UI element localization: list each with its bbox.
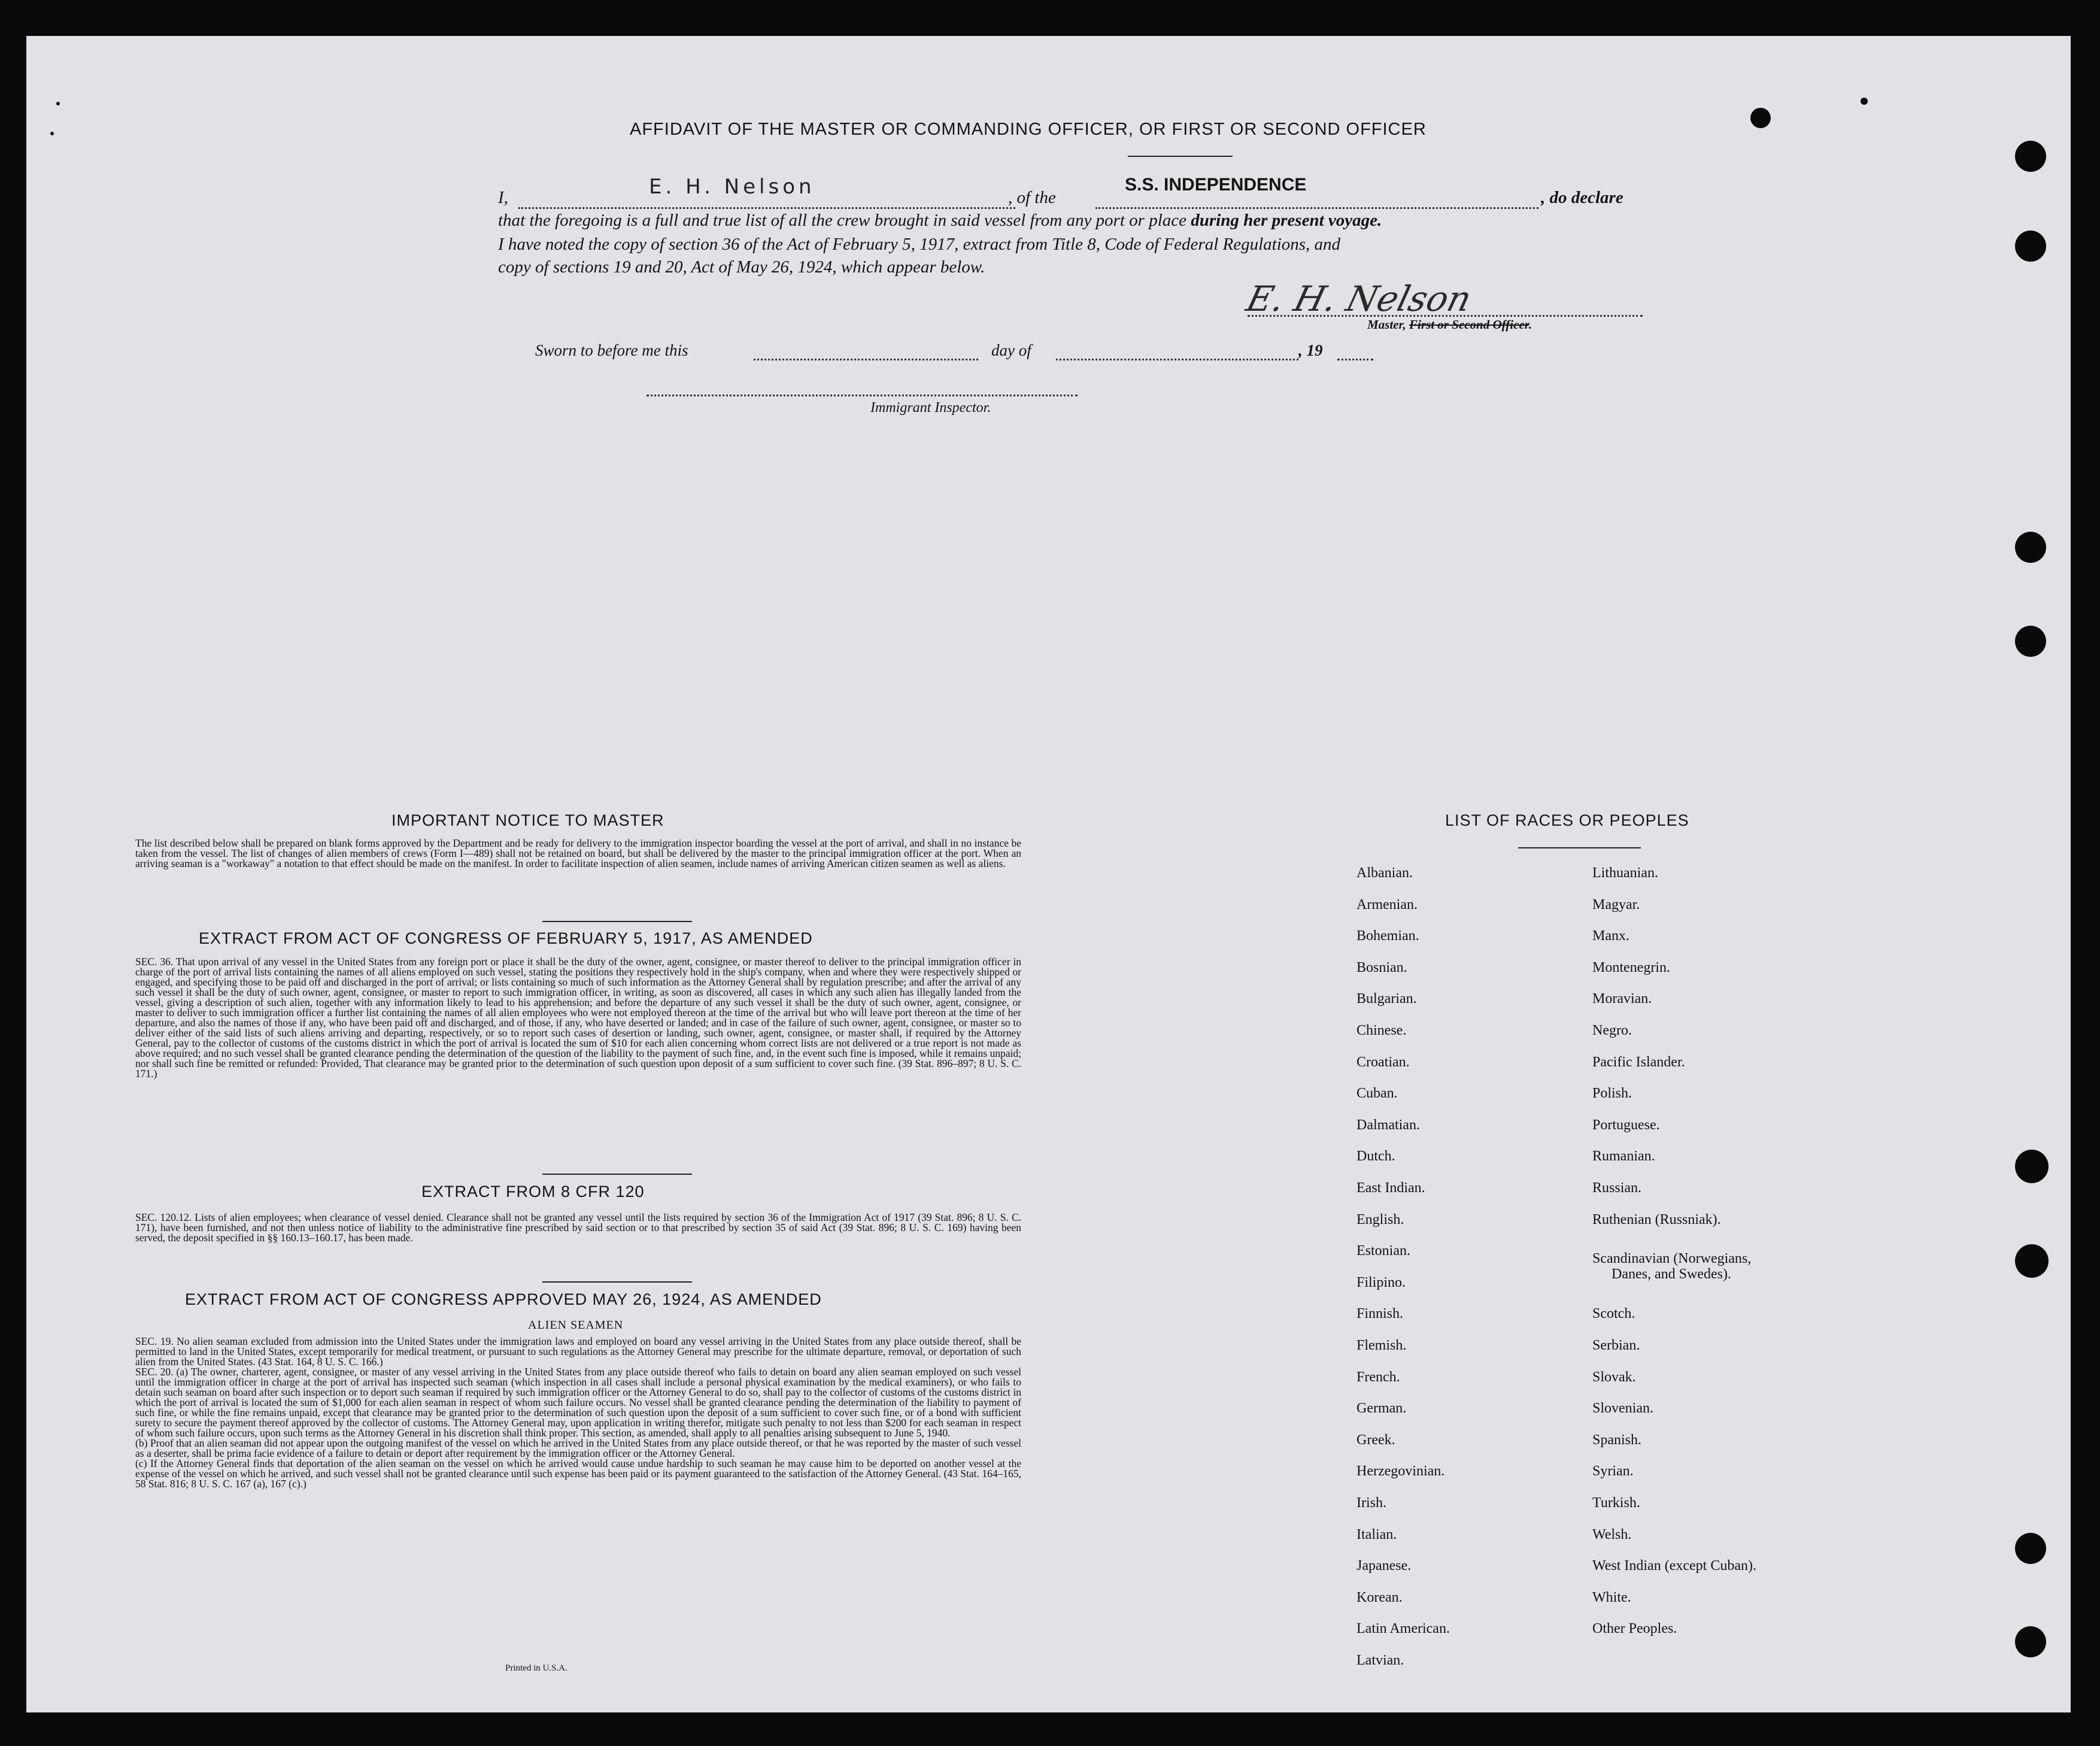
sworn-day-line xyxy=(754,358,978,360)
punch-hole xyxy=(2015,1533,2046,1564)
race-item-continued: Danes, and Swedes). xyxy=(1612,1266,1731,1283)
race-item: Finnish. xyxy=(1356,1306,1404,1322)
document-page xyxy=(26,36,2071,1712)
race-item: Filipino. xyxy=(1356,1274,1406,1290)
race-item: Moravian. xyxy=(1592,991,1652,1007)
of-the-label: , of the xyxy=(1008,188,1056,207)
cfr-body: SEC. 120.12. Lists of alien employees; when clearance of vessel denied. Clearance shall not be granted any vessel until the lists required by section 36 of the Immigration Act of 1917 (39 Stat. 896; 8 U. S. C. 171), have been furnished, and not then unless notice of liability to the administrative fine prescribed by said section or to that prescribed by section 35 of said Act (39 Stat. 896; 8 U. S. C. 169) having been served, the deposit specified in §§ 160.13–160.17, has been made. xyxy=(135,1211,1021,1244)
race-item: Other Peoples. xyxy=(1592,1621,1677,1637)
declaration-line-1b: during her present voyage. xyxy=(1191,211,1382,230)
race-item: Latvian. xyxy=(1356,1653,1404,1668)
day-of-label: day of xyxy=(991,341,1031,359)
race-item: Manx. xyxy=(1592,928,1629,944)
extract1924-title: EXTRACT FROM ACT OF CONGRESS APPROVED MAY 26, 1924, AS AMENDED xyxy=(185,1290,822,1308)
i-label: I, xyxy=(498,188,508,207)
punch-hole xyxy=(2015,231,2046,262)
race-item: Croatian. xyxy=(1356,1054,1410,1070)
race-item: Latin American. xyxy=(1356,1621,1450,1637)
race-item: Spanish. xyxy=(1592,1432,1642,1448)
master-name-handwritten: E. H. Nelson xyxy=(649,175,815,199)
year-line xyxy=(1337,358,1373,360)
master-signature: E. H. Nelson xyxy=(1242,278,1476,319)
race-item: Herzegovinian. xyxy=(1356,1463,1445,1480)
race-item: White. xyxy=(1592,1589,1631,1605)
extract1917-title: EXTRACT FROM ACT OF CONGRESS OF FEBRUARY 5, 1917, AS AMENDED xyxy=(199,929,813,947)
speck xyxy=(56,102,60,105)
race-item: Chinese. xyxy=(1356,1023,1407,1038)
notice-title: IMPORTANT NOTICE TO MASTER xyxy=(392,811,664,829)
punch-hole xyxy=(2015,1626,2046,1657)
declaration-line-3: copy of sections 19 and 20, Act of May 26, 1924, which appear below. xyxy=(498,257,985,277)
punch-hole-small xyxy=(1750,108,1771,128)
divider-3 xyxy=(542,1281,692,1283)
notice-body: The list described below shall be prepared on blank forms approved by the Department and be ready for delivery to the immigration inspector boarding the vessel at the port of arrival, and shall in no instance be taken from the vessel. The list of changes of alien members of crews (Form I—489) shall not be retained on board, but shall be delivered by the master to the principal immigration officer at the port. When an arriving seaman is a "workaway" a notation to that effect should be made on the manifest. In order to facilitate inspection of alien seamen, include names of arriving American citizen seamen as well as aliens. xyxy=(135,837,1021,869)
race-item: Scotch. xyxy=(1592,1306,1635,1322)
race-item: Albanian. xyxy=(1356,865,1413,881)
race-item: Negro. xyxy=(1592,1023,1632,1038)
race-item: Syrian. xyxy=(1592,1463,1634,1480)
race-item: Dutch. xyxy=(1356,1148,1395,1165)
printed-label: Printed in U.S.A. xyxy=(505,1663,568,1673)
vessel-line xyxy=(1095,207,1538,209)
sworn-label: Sworn to before me this xyxy=(535,341,688,359)
race-item: Ruthenian (Russniak). xyxy=(1592,1211,1721,1227)
inspector-label: Immigrant Inspector. xyxy=(870,400,991,416)
race-item: English. xyxy=(1356,1211,1404,1227)
race-item: Korean. xyxy=(1356,1589,1403,1605)
vessel-name: S.S. INDEPENDENCE xyxy=(1125,175,1307,195)
speck xyxy=(50,132,54,135)
cfr-title: EXTRACT FROM 8 CFR 120 xyxy=(421,1183,645,1201)
race-item: Japanese. xyxy=(1356,1558,1412,1574)
race-item: Pacific Islander. xyxy=(1592,1054,1685,1070)
do-declare-label: , do declare xyxy=(1541,188,1623,207)
extract1924-subtitle: ALIEN SEAMEN xyxy=(528,1318,624,1332)
signature-title: Master, First or Second Officer. xyxy=(1367,317,1532,332)
year-label: , 19 xyxy=(1298,341,1323,359)
name-line xyxy=(518,207,1015,209)
race-item: Slovak. xyxy=(1592,1369,1636,1385)
punch-hole xyxy=(2015,1244,2049,1278)
races-rule xyxy=(1518,847,1641,848)
declaration-line-2: I have noted the copy of section 36 of the Act of February 5, 1917, extract from Title 8, Code of Federal Regulations, and xyxy=(498,235,1341,254)
race-item: Armenian. xyxy=(1356,896,1418,913)
race-item: Scandinavian (Norwegians, xyxy=(1592,1251,1752,1267)
struck-officer-label: First or Second Officer xyxy=(1409,317,1529,332)
race-item: Dalmatian. xyxy=(1356,1117,1420,1133)
race-item: Slovenian. xyxy=(1592,1401,1653,1417)
speck xyxy=(1861,98,1868,105)
affidavit-title: AFFIDAVIT OF THE MASTER OR COMMANDING OFFICER, OR FIRST OR SECOND OFFICER xyxy=(630,120,1427,139)
race-item: Magyar. xyxy=(1592,896,1640,913)
title-rule xyxy=(1128,156,1233,157)
divider-2 xyxy=(542,1174,692,1175)
race-item: Russian. xyxy=(1592,1180,1642,1196)
race-item: West Indian (except Cuban). xyxy=(1592,1558,1756,1574)
declaration-line-1a: that the foregoing is a full and true list of all the crew brought in said vessel from any port or place xyxy=(498,211,1191,230)
race-item: Greek. xyxy=(1356,1432,1395,1448)
race-item: Estonian. xyxy=(1356,1243,1410,1259)
race-item: Irish. xyxy=(1356,1495,1386,1511)
race-item: Bohemian. xyxy=(1356,928,1419,944)
race-item: Welsh. xyxy=(1592,1526,1632,1542)
race-item: Polish. xyxy=(1592,1086,1632,1102)
race-item: Rumanian. xyxy=(1592,1148,1655,1165)
races-title: LIST OF RACES OR PEOPLES xyxy=(1445,811,1689,829)
punch-hole xyxy=(2015,532,2046,563)
master-label: Master, xyxy=(1367,317,1406,332)
punch-hole xyxy=(2015,1150,2049,1183)
race-item: Bulgarian. xyxy=(1356,991,1417,1007)
race-item: Turkish. xyxy=(1592,1495,1640,1511)
declaration-line-1 xyxy=(498,211,1382,231)
race-item: French. xyxy=(1356,1369,1400,1385)
race-item: Portuguese. xyxy=(1592,1117,1660,1133)
divider-1 xyxy=(542,921,692,922)
race-item: German. xyxy=(1356,1401,1407,1417)
race-item: Serbian. xyxy=(1592,1338,1640,1353)
race-item: Bosnian. xyxy=(1356,959,1407,975)
inspector-line xyxy=(647,394,1078,396)
extract1917-body: SEC. 36. That upon arrival of any vessel in the United States from any foreign port or place it shall be the duty of the owner, agent, consignee, or master thereof to deliver to the principal immigration officer in charge of the port of arrival lists containing the names of all aliens employed on such vessel, stating the positions they respectively hold in the ship's company, when and where they were respectively shipped or engaged, and specifying those to be paid off and discharged in the port of arrival; or lists containing so much of such information as the Attorney General shall by regulation prescribe; and after the arrival of any such vessel it shall be the duty of such owner, agent, consignee, or master to report to such immigration officer, in writing, as soon as discovered, all cases in which any such alien has illegally landed from the vessel, giving a description of such alien, together with any information likely to lead to his apprehension; and before the departure of any such vessel it shall be the duty of such owner, agent, consignee, or master to deliver to such immigration officer a further list containing the names of all alien employees who were not employed thereon at the time of the arrival but who will leave port thereon at the time of her departure, and also the names of those if any, who have been paid off and discharged, and of those, if any, who have deserted or landed; and in case of the failure of such owner, agent, consignee, or master so to deliver either of the said lists of such aliens arriving and departing, respectively, or so to report such cases of desertion or landing, such owner, agent, consignee, or master shall, if required by the Attorney General, pay to the collector of customs of the customs district in which the port of arrival is located the sum of $10 for each alien concerning whom correct lists are not delivered or a true report is not made as above required; and no such vessel shall be granted clearance pending the determination of the question of the liability to the payment of such fine, and, in the event such fine is imposed, while it remains unpaid; nor shall such fine be remitted or refunded: Provided, That clearance may be granted prior to the determination of such question upon deposit of a sum sufficient to cover such fine. (39 Stat. 896–897; 8 U. S. C. 171.) xyxy=(135,956,1021,1080)
race-item: Montenegrin. xyxy=(1592,959,1670,975)
race-item: Italian. xyxy=(1356,1526,1397,1542)
race-item: East Indian. xyxy=(1356,1180,1425,1196)
punch-hole xyxy=(2015,141,2046,172)
punch-hole xyxy=(2015,626,2046,657)
sworn-month-line xyxy=(1056,358,1298,360)
extract1924-body: SEC. 19. No alien seaman excluded from admission into the United States under the immigration laws and employed on board any vessel arriving in the United States from any place outside thereof, shall be permitted to land in the United States, except temporarily for medical treatment, or pursuant to such regulations as the Attorney General may prescribe for the ultimate departure, removal, or deportation of such alien from the United States. (43 Stat. 164, 8 U. S. C. 166.) SEC. 20. (a) The owner, charterer, agent, consignee, or master of any vessel arriving in the United States from any place outside thereof who fails to detain on board any alien seaman employed on such vessel until the immigration officer in charge at the port of arrival has inspected such seaman (which inspection in all cases shall include a personal physical examination by the medical examiners), or who fails to detain such seaman on board after such inspection or to deport such seaman if required by such immigration officer or the Attorney General to do so, shall pay to the collector of customs of the customs district in which the port of arrival is located the sum of $1,000 for each alien seaman in respect of whom such failure occurs. No vessel shall be granted clearance pending the determination of the liability to payment of such fine, or while the fine remains unpaid, except that clearance may be granted prior to the determination of such question upon the deposit of a sum sufficient to cover such fine, or of a bond with sufficient surety to secure the payment thereof approved by the collector of customs. The Attorney General may, upon application in writing therefor, mitigate such penalty to not less than $200 for each seaman in respect of whom such failure occurs, upon such terms as the Attorney General in his discretion shall think proper. This section, as amended, shall apply to all penalties arising subsequent to June 5, 1940. (b) Proof that an alien seaman did not appear upon the outgoing manifest of the vessel on which he arrived in the United States from any place outside thereof, or that he was reported by the master of such vessel as a deserter, shall be prima facie evidence of a failure to detain or deport after requirement by the immigration officer or the Attorney General. (c) If the Attorney General finds that deportation of the alien seaman on the vessel on which he arrived would cause undue hardship to such seaman he may cause him to be deported on another vessel at the expense of the vessel on which he arrived, and such vessel shall not be granted clearance until such expense has been paid or its payment guaranteed to the satisfaction of the Attorney General. (43 Stat. 164–165, 58 Stat. 816; 8 U. S. C. 167 (a), 167 (c).) xyxy=(135,1335,1021,1490)
race-item: Cuban. xyxy=(1356,1086,1398,1102)
race-item: Lithuanian. xyxy=(1592,865,1658,881)
race-item: Flemish. xyxy=(1356,1338,1407,1353)
